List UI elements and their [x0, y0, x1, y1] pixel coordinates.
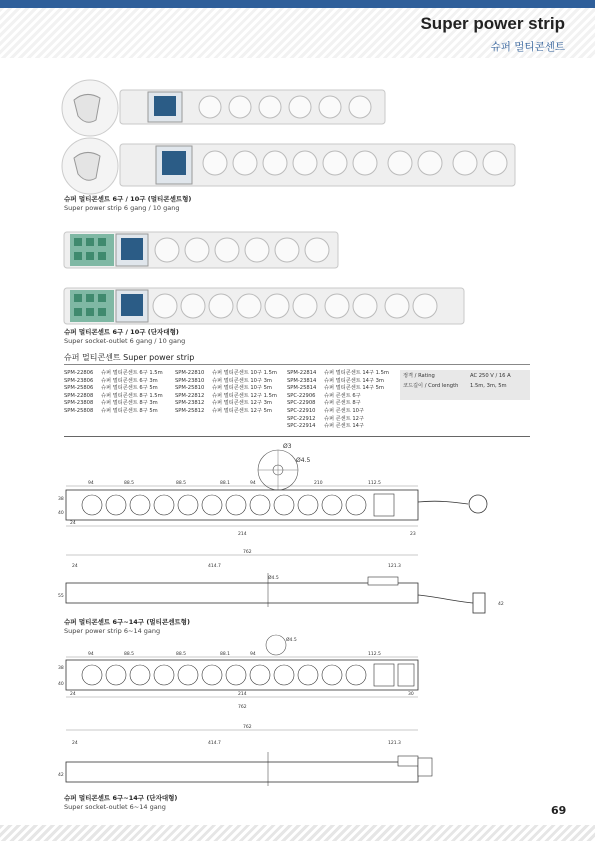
dim-label: 88.1	[220, 652, 231, 657]
power-strip-6-gang-photo	[60, 78, 390, 138]
caption-ko: 슈퍼 멀티콘센트 6구 / 10구 (단자대형)	[64, 328, 179, 336]
spec-row: SPM-25814 슈퍼 멀티콘센트 14구 5m	[287, 385, 384, 392]
spec-row: SPM-22814 슈퍼 멀티콘센트 14구 1.5m	[287, 370, 389, 376]
drawing-caption-2	[64, 794, 177, 812]
dim-label: 88.5	[176, 652, 187, 657]
dim-label: 112.5	[368, 481, 381, 486]
spec-row: SPM-22808 슈퍼 멀티콘센트 8구 1.5m	[64, 392, 163, 399]
socket-outlet-6-gang-photo	[62, 226, 342, 274]
technical-drawing-top-view-1	[58, 440, 528, 540]
rating-value: AC 250 V / 16 A	[470, 373, 511, 379]
caption-en: Super socket-outlet 6~14 gang	[64, 803, 166, 811]
caption-ko: 슈퍼 멀티콘센트 6구 / 10구 (멀티콘센트형)	[64, 195, 192, 203]
dim-label: 38	[58, 497, 64, 502]
drawings-divider	[64, 436, 530, 437]
technical-drawing-top-view-2	[58, 633, 498, 713]
rating-label: 정격 / Rating	[403, 373, 435, 379]
spec-row: SPC-22908 슈퍼 콘센트 8구	[287, 400, 361, 407]
dim-label: 414.7	[208, 741, 221, 746]
spec-column-1	[64, 370, 163, 416]
cord-value: 1.5m, 3m, 5m	[470, 383, 507, 389]
dim-label: 121.3	[388, 741, 401, 746]
technical-drawing-side-view-2	[58, 720, 498, 790]
spec-row: SPM-22812 슈퍼 멀티콘센트 12구 1.5m	[175, 392, 277, 399]
dim-label: 30	[408, 692, 414, 697]
dim-label: 38	[58, 666, 64, 671]
footer-hatch-pattern	[0, 825, 595, 841]
spec-row: SPC-22912 슈퍼 콘센트 12구	[287, 415, 364, 422]
spec-row: SPM-23808 슈퍼 멀티콘센트 8구 3m	[64, 400, 158, 407]
dim-label: Ø3	[283, 443, 292, 450]
dim-label: 762	[243, 725, 252, 730]
dim-label: 24	[72, 564, 78, 569]
spec-section-title: 슈퍼 멀티콘센트 Super power strip	[64, 353, 195, 362]
spec-row: SPC-22914 슈퍼 콘센트 14구	[287, 423, 364, 430]
dim-label: 40	[58, 511, 64, 516]
dim-label: 24	[72, 741, 78, 746]
dim-label: Ø4.5	[296, 457, 311, 464]
socket-outlet-10-gang-photo	[62, 282, 467, 330]
top-color-bar	[0, 0, 595, 8]
spec-row: SPM-25812 슈퍼 멀티콘센트 12구 5m	[175, 407, 272, 414]
spec-row: SPM-25808 슈퍼 멀티콘센트 8구 5m	[64, 407, 158, 414]
spec-column-2	[175, 370, 277, 416]
spec-row: SPM-23812 슈퍼 멀티콘센트 12구 3m	[175, 400, 272, 407]
dim-label: 88.5	[176, 481, 187, 486]
dim-label: 762	[243, 550, 252, 555]
dim-label: 23	[410, 532, 416, 537]
dim-label: 40	[58, 682, 64, 687]
technical-drawing-side-view-1	[58, 545, 528, 620]
spec-row: SPM-22810 슈퍼 멀티콘센트 10구 1.5m	[175, 370, 277, 376]
cord-label: 코드길이 / Cord length	[403, 383, 459, 389]
dim-label: 210	[314, 481, 323, 486]
dim-label: 214	[238, 692, 247, 697]
caption-en: Super socket-outlet 6 gang / 10 gang	[64, 337, 186, 345]
spec-row: SPC-22906 슈퍼 콘센트 6구	[287, 392, 361, 399]
dim-label: 94	[250, 652, 256, 657]
dim-label: 42	[58, 773, 64, 778]
caption-en: Super power strip 6~14 gang	[64, 627, 161, 635]
power-strip-10-gang-photo	[60, 136, 520, 196]
spec-column-3	[287, 370, 389, 431]
page-number: 69	[551, 804, 567, 817]
spec-row: SPM-23810 슈퍼 멀티콘센트 10구 3m	[175, 377, 272, 384]
spec-row: SPM-23814 슈퍼 멀티콘센트 14구 3m	[287, 377, 384, 384]
dim-label: 42	[498, 602, 504, 607]
page-subtitle: 슈퍼 멀티콘센트	[490, 41, 565, 53]
dim-label: 24	[70, 692, 76, 697]
dim-label: Ø4.5	[268, 576, 279, 581]
page-title: Super power strip	[420, 14, 565, 33]
spec-row: SPM-25810 슈퍼 멀티콘센트 10구 5m	[175, 385, 272, 392]
dim-label: 55	[58, 594, 64, 599]
spec-row: SPM-22806 슈퍼 멀티콘센트 6구 1.5m	[64, 370, 163, 376]
caption-en: Super power strip 6 gang / 10 gang	[64, 204, 180, 212]
dim-label: 24	[70, 521, 76, 526]
dim-label: 112.5	[368, 652, 381, 657]
photo-caption-2	[64, 328, 185, 346]
dim-label: 121.3	[388, 564, 401, 569]
dim-label: 762	[238, 705, 247, 710]
dim-label: 214	[238, 532, 247, 537]
dim-label: 94	[250, 481, 256, 486]
spec-row: SPC-22910 슈퍼 콘센트 10구	[287, 407, 364, 414]
dim-label: 414.7	[208, 564, 221, 569]
spec-row: SPM-25806 슈퍼 멀티콘센트 6구 5m	[64, 385, 158, 392]
dim-label: 88.1	[220, 481, 231, 486]
rating-box	[400, 370, 530, 400]
caption-ko: 슈퍼 멀티콘센트 6구~14구 (멀티콘센트형)	[64, 618, 190, 626]
dim-label: 88.5	[124, 481, 135, 486]
photo-caption-1	[64, 195, 191, 213]
dim-label: Ø4.5	[286, 638, 297, 643]
dim-label: 94	[88, 652, 94, 657]
dim-label: 88.5	[124, 652, 135, 657]
dim-label: 94	[88, 481, 94, 486]
spec-row: SPM-23806 슈퍼 멀티콘센트 6구 3m	[64, 377, 158, 384]
caption-ko: 슈퍼 멀티콘센트 6구~14구 (단자대형)	[64, 794, 178, 802]
section-divider	[64, 364, 530, 365]
